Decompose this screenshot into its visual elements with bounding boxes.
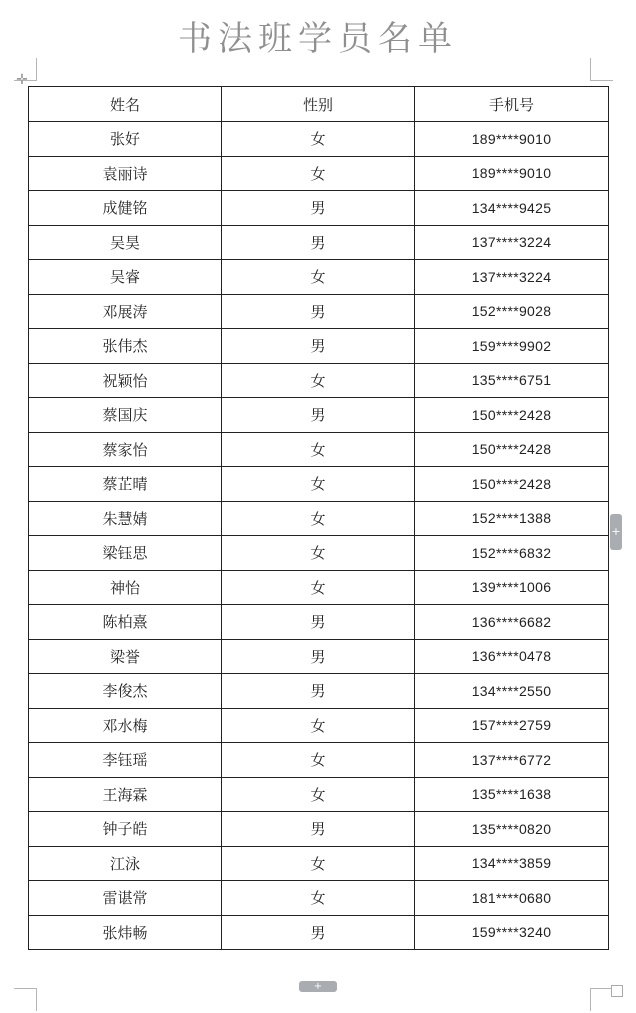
cell-name[interactable]: 成健铭 xyxy=(29,191,222,226)
cell-gender[interactable]: 女 xyxy=(222,501,415,536)
table-row xyxy=(29,363,609,398)
cell-phone[interactable]: 152****9028 xyxy=(415,294,609,329)
cell-name[interactable]: 陈柏熹 xyxy=(29,605,222,640)
cell-phone[interactable]: 134****2550 xyxy=(415,674,609,709)
cell-gender[interactable]: 女 xyxy=(222,570,415,605)
add-row-icon[interactable]: + xyxy=(299,981,337,992)
cell-gender[interactable]: 女 xyxy=(222,156,415,191)
cell-name[interactable]: 张炜畅 xyxy=(29,915,222,950)
cell-gender[interactable]: 男 xyxy=(222,191,415,226)
expand-icon[interactable]: + xyxy=(610,514,622,550)
cell-phone[interactable]: 136****0478 xyxy=(415,639,609,674)
table-row xyxy=(29,122,609,157)
table-row xyxy=(29,915,609,950)
cell-phone[interactable]: 159****3240 xyxy=(415,915,609,950)
cell-phone[interactable]: 181****0680 xyxy=(415,881,609,916)
cell-name[interactable]: 梁誉 xyxy=(29,639,222,674)
cell-phone[interactable]: 135****6751 xyxy=(415,363,609,398)
header-gender[interactable]: 性别 xyxy=(222,87,415,122)
cell-phone[interactable]: 150****2428 xyxy=(415,432,609,467)
cell-name[interactable]: 蔡芷晴 xyxy=(29,467,222,502)
cell-gender[interactable]: 男 xyxy=(222,915,415,950)
cell-name[interactable]: 王海霖 xyxy=(29,777,222,812)
cell-gender[interactable]: 男 xyxy=(222,294,415,329)
table-row xyxy=(29,639,609,674)
header-name[interactable]: 姓名 xyxy=(29,87,222,122)
table-row xyxy=(29,398,609,433)
cell-gender[interactable]: 男 xyxy=(222,639,415,674)
table-row xyxy=(29,846,609,881)
cell-name[interactable]: 张好 xyxy=(29,122,222,157)
cell-name[interactable]: 吴昊 xyxy=(29,225,222,260)
cell-phone[interactable]: 139****1006 xyxy=(415,570,609,605)
cell-gender[interactable]: 女 xyxy=(222,881,415,916)
cell-phone[interactable]: 157****2759 xyxy=(415,708,609,743)
cell-phone[interactable]: 150****2428 xyxy=(415,467,609,502)
table-row xyxy=(29,329,609,364)
header-phone[interactable]: 手机号 xyxy=(415,87,609,122)
table-row xyxy=(29,777,609,812)
table-row xyxy=(29,156,609,191)
table-row xyxy=(29,605,609,640)
cell-gender[interactable]: 女 xyxy=(222,260,415,295)
crop-mark-bottom-right xyxy=(590,988,613,1011)
cell-phone[interactable]: 137****3224 xyxy=(415,260,609,295)
cell-gender[interactable]: 女 xyxy=(222,536,415,571)
cell-gender[interactable]: 女 xyxy=(222,363,415,398)
cell-name[interactable]: 雷谌常 xyxy=(29,881,222,916)
cell-name[interactable]: 李钰瑶 xyxy=(29,743,222,778)
table-row xyxy=(29,674,609,709)
cell-name[interactable]: 蔡家怡 xyxy=(29,432,222,467)
table-row xyxy=(29,432,609,467)
cell-gender[interactable]: 男 xyxy=(222,812,415,847)
table-row xyxy=(29,812,609,847)
cell-gender[interactable]: 女 xyxy=(222,743,415,778)
cell-name[interactable]: 李俊杰 xyxy=(29,674,222,709)
cell-phone[interactable]: 152****6832 xyxy=(415,536,609,571)
cell-phone[interactable]: 134****9425 xyxy=(415,191,609,226)
cell-gender[interactable]: 男 xyxy=(222,674,415,709)
cell-gender[interactable]: 男 xyxy=(222,398,415,433)
cell-phone[interactable]: 159****9902 xyxy=(415,329,609,364)
cell-phone[interactable]: 137****3224 xyxy=(415,225,609,260)
cell-phone[interactable]: 189****9010 xyxy=(415,122,609,157)
cell-phone[interactable]: 137****6772 xyxy=(415,743,609,778)
cell-name[interactable]: 张伟杰 xyxy=(29,329,222,364)
cell-name[interactable]: 祝颖怡 xyxy=(29,363,222,398)
table-row xyxy=(29,501,609,536)
cell-name[interactable]: 江泳 xyxy=(29,846,222,881)
cell-name[interactable]: 邓水梅 xyxy=(29,708,222,743)
table-move-handle-icon[interactable]: ✛ xyxy=(16,72,28,88)
crop-mark-bottom-left xyxy=(14,988,37,1011)
cell-gender[interactable]: 女 xyxy=(222,708,415,743)
crop-mark-top-right xyxy=(590,58,613,81)
cell-gender[interactable]: 女 xyxy=(222,122,415,157)
table-row xyxy=(29,536,609,571)
cell-gender[interactable]: 女 xyxy=(222,432,415,467)
table-body xyxy=(29,122,609,950)
page-title: 书法班学员名单 xyxy=(178,19,458,59)
cell-name[interactable]: 袁丽诗 xyxy=(29,156,222,191)
table-row xyxy=(29,570,609,605)
table-row xyxy=(29,743,609,778)
cell-gender[interactable]: 女 xyxy=(222,846,415,881)
cell-phone[interactable]: 135****1638 xyxy=(415,777,609,812)
cell-phone[interactable]: 150****2428 xyxy=(415,398,609,433)
cell-phone[interactable]: 189****9010 xyxy=(415,156,609,191)
table-row xyxy=(29,467,609,502)
cell-phone[interactable]: 134****3859 xyxy=(415,846,609,881)
cell-gender[interactable]: 男 xyxy=(222,605,415,640)
roster-table xyxy=(28,86,609,950)
table-row xyxy=(29,225,609,260)
cell-gender[interactable]: 女 xyxy=(222,467,415,502)
table-row xyxy=(29,260,609,295)
table-resize-handle[interactable] xyxy=(611,985,623,997)
cell-phone[interactable]: 136****6682 xyxy=(415,605,609,640)
cell-name[interactable]: 神怡 xyxy=(29,570,222,605)
table-row xyxy=(29,191,609,226)
cell-name[interactable]: 邓展涛 xyxy=(29,294,222,329)
cell-name[interactable]: 吴睿 xyxy=(29,260,222,295)
cell-phone[interactable]: 135****0820 xyxy=(415,812,609,847)
table-row xyxy=(29,294,609,329)
cell-name[interactable]: 钟子皓 xyxy=(29,812,222,847)
cell-gender[interactable]: 女 xyxy=(222,777,415,812)
table-row xyxy=(29,708,609,743)
cell-phone[interactable]: 152****1388 xyxy=(415,501,609,536)
cell-name[interactable]: 梁钰思 xyxy=(29,536,222,571)
cell-name[interactable]: 蔡国庆 xyxy=(29,398,222,433)
cell-name[interactable]: 朱慧婧 xyxy=(29,501,222,536)
table-header-row xyxy=(29,87,609,122)
cell-gender[interactable]: 男 xyxy=(222,225,415,260)
cell-gender[interactable]: 男 xyxy=(222,329,415,364)
table-row xyxy=(29,881,609,916)
